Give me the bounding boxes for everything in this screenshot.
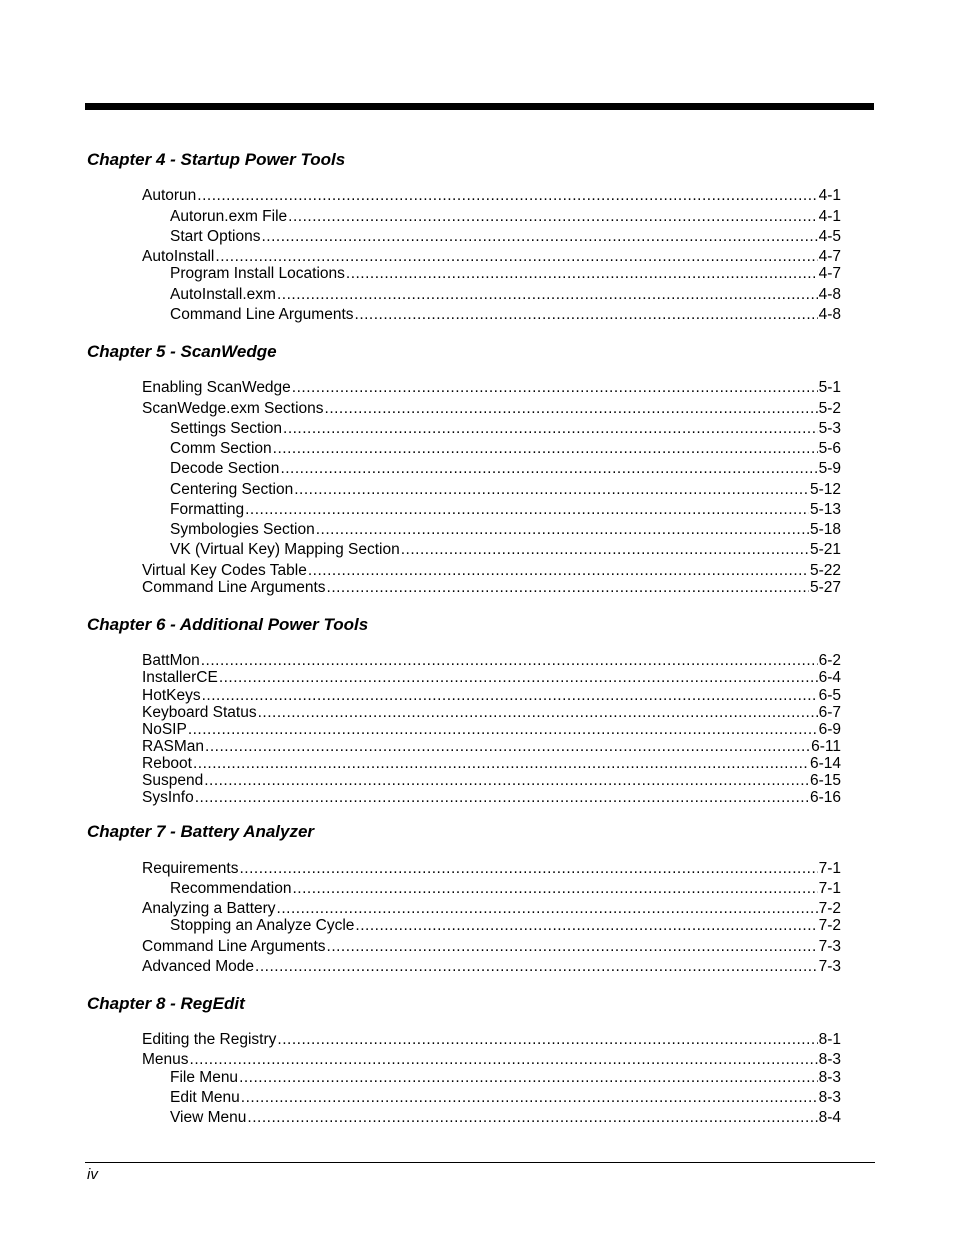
toc-entry-page: 5-3 (818, 420, 841, 437)
toc-entry-page: 4-5 (818, 228, 841, 245)
dot-leader (190, 1051, 818, 1069)
toc-entry-title: Settings Section (170, 420, 283, 437)
toc-entry[interactable] (170, 265, 841, 283)
toc-entry-page: 6-2 (818, 652, 841, 669)
toc-entry-page: 7-2 (818, 900, 841, 917)
toc-entry[interactable] (170, 306, 841, 324)
toc-entry[interactable] (142, 704, 841, 722)
dot-leader (197, 187, 817, 205)
toc-entry-page: 6-9 (818, 721, 841, 738)
toc-entry-page: 6-14 (809, 755, 841, 772)
toc-entry-page: 6-7 (818, 704, 841, 721)
toc-entry[interactable] (142, 187, 841, 205)
toc-entry[interactable] (142, 738, 841, 756)
toc-entry[interactable] (170, 460, 841, 478)
toc-entry-page: 4-7 (818, 265, 841, 282)
toc-entry[interactable] (170, 286, 841, 304)
toc-entry-title: Command Line Arguments (170, 306, 354, 323)
dot-leader (355, 306, 818, 324)
dot-leader (204, 772, 809, 790)
dot-leader (288, 208, 817, 226)
toc-entry-title: Requirements (142, 860, 239, 877)
dot-leader (258, 704, 818, 722)
dot-leader (283, 420, 818, 438)
dot-leader (201, 652, 818, 670)
toc-entry[interactable] (142, 958, 841, 976)
dot-leader (401, 541, 809, 559)
toc-entry-title: Edit Menu (170, 1089, 240, 1106)
toc-entry-title: Decode Section (170, 460, 280, 477)
dot-leader (215, 248, 817, 266)
footer-rule (85, 1162, 875, 1163)
dot-leader (277, 900, 818, 918)
dot-leader (325, 400, 818, 418)
dot-leader (280, 460, 817, 478)
toc-entry-title: Command Line Arguments (142, 938, 326, 955)
toc-entry-title: NoSIP (142, 721, 187, 738)
dot-leader (277, 286, 818, 304)
toc-entry[interactable] (170, 521, 841, 539)
toc-entry[interactable] (142, 938, 841, 956)
dot-leader (273, 440, 818, 458)
toc-entry-title: RASMan (142, 738, 205, 755)
dot-leader (308, 562, 809, 580)
toc-entry-page: 5-21 (809, 541, 841, 558)
dot-leader (316, 521, 809, 539)
toc-entry-page: 7-1 (818, 880, 841, 897)
toc-entry[interactable] (170, 1069, 841, 1087)
toc-entry-title: Start Options (170, 228, 261, 245)
toc-entry-page: 6-16 (809, 789, 841, 806)
dot-leader (195, 789, 809, 807)
toc-entry-page: 5-1 (818, 379, 841, 396)
dot-leader (277, 1031, 817, 1049)
dot-leader (247, 1109, 817, 1127)
toc-entry-title: Virtual Key Codes Table (142, 562, 307, 579)
toc-entry-page: 5-18 (809, 521, 841, 538)
toc-entry-page: 4-8 (818, 306, 841, 323)
toc-entry[interactable] (142, 721, 841, 739)
toc-entry-page: 5-13 (809, 501, 841, 518)
dot-leader (327, 579, 809, 597)
toc-entry[interactable] (170, 501, 841, 519)
toc-entry-title: AutoInstall (142, 248, 215, 265)
dot-leader (193, 755, 809, 773)
dot-leader (205, 738, 810, 756)
toc-entry-page: 8-3 (818, 1069, 841, 1086)
dot-leader (292, 379, 818, 397)
toc-entry[interactable] (142, 860, 841, 878)
toc-entry-page: 5-12 (809, 481, 841, 498)
toc-entry-title: Analyzing a Battery (142, 900, 276, 917)
toc-entry-title: Autorun.exm File (170, 208, 288, 225)
toc-entry-page: 5-27 (809, 579, 841, 596)
toc-entry-title: Reboot (142, 755, 192, 772)
toc-entry[interactable] (142, 687, 841, 705)
dot-leader (255, 958, 818, 976)
toc-entry-page: 8-4 (818, 1109, 841, 1126)
toc-entry-title: Enabling ScanWedge (142, 379, 291, 396)
toc-entry[interactable] (170, 481, 841, 499)
toc-entry-title: VK (Virtual Key) Mapping Section (170, 541, 400, 558)
toc-entry[interactable] (142, 1051, 841, 1069)
toc-entry-page: 8-3 (818, 1051, 841, 1068)
chapter-heading: Chapter 5 - ScanWedge (87, 342, 277, 361)
page-number: iv (87, 1166, 98, 1183)
toc-entry[interactable] (170, 917, 841, 935)
toc-entry-title: Centering Section (170, 481, 294, 498)
toc-entry[interactable] (170, 208, 841, 226)
toc-entry[interactable] (142, 379, 841, 397)
toc-entry[interactable] (142, 1031, 841, 1049)
toc-entry[interactable] (170, 420, 841, 438)
toc-entry[interactable] (142, 579, 841, 597)
toc-entry-page: 6-11 (811, 738, 841, 755)
toc-entry-page: 6-4 (818, 669, 841, 686)
dot-leader (188, 721, 818, 739)
dot-leader (219, 669, 818, 687)
chapter-heading: Chapter 4 - Startup Power Tools (87, 150, 346, 169)
toc-entry-title: Stopping an Analyze Cycle (170, 917, 355, 934)
dot-leader (292, 880, 817, 898)
dot-leader (327, 938, 818, 956)
toc-entry[interactable] (170, 228, 841, 246)
toc-entry-page: 5-9 (818, 460, 841, 477)
toc-entry[interactable] (142, 400, 841, 418)
toc-entry-title: ScanWedge.exm Sections (142, 400, 324, 417)
dot-leader (346, 265, 818, 283)
dot-leader (202, 687, 818, 705)
toc-entry-page: 4-1 (818, 208, 841, 225)
toc-entry[interactable] (142, 562, 841, 580)
toc-entry-page: 5-22 (809, 562, 841, 579)
dot-leader (245, 501, 809, 519)
toc-entry-title: View Menu (170, 1109, 247, 1126)
toc-entry-page: 4-1 (818, 187, 841, 204)
toc-entry-page: 5-6 (818, 440, 841, 457)
toc-entry-title: Advanced Mode (142, 958, 255, 975)
toc-entry-page: 6-15 (809, 772, 841, 789)
toc-entry[interactable] (142, 669, 841, 687)
top-rule (85, 103, 874, 110)
toc-entry-title: Program Install Locations (170, 265, 345, 282)
toc-entry-title: Command Line Arguments (142, 579, 326, 596)
toc-entry[interactable] (170, 440, 841, 458)
toc-entry-page: 8-1 (818, 1031, 841, 1048)
toc-entry[interactable] (142, 248, 841, 266)
toc-entry[interactable] (142, 789, 841, 807)
toc-entry-title: Suspend (142, 772, 204, 789)
toc-entry[interactable] (142, 652, 841, 670)
toc-entry-title: Formatting (170, 501, 245, 518)
toc-entry[interactable] (142, 772, 841, 790)
toc-entry-title: Recommendation (170, 880, 292, 897)
toc-entry[interactable] (142, 900, 841, 918)
toc-entry-title: SysInfo (142, 789, 194, 806)
toc-entry[interactable] (170, 1089, 841, 1107)
toc-entry-title: AutoInstall.exm (170, 286, 276, 303)
toc-entry-page: 4-8 (818, 286, 841, 303)
toc-entry-title: Keyboard Status (142, 704, 257, 721)
toc-entry-page: 7-1 (818, 860, 841, 877)
toc-entry-page: 7-3 (818, 938, 841, 955)
toc-entry-title: BattMon (142, 652, 200, 669)
toc-entry-title: Symbologies Section (170, 521, 315, 538)
toc-entry[interactable] (170, 1109, 841, 1127)
toc-entry[interactable] (142, 755, 841, 773)
toc-entry[interactable] (170, 880, 841, 898)
toc-entry-page: 4-7 (818, 248, 841, 265)
dot-leader (294, 481, 809, 499)
toc-entry-title: Editing the Registry (142, 1031, 277, 1048)
toc-entry-page: 7-2 (818, 917, 841, 934)
toc-entry-title: InstallerCE (142, 669, 218, 686)
toc-entry-title: Autorun (142, 187, 197, 204)
chapter-heading: Chapter 7 - Battery Analyzer (87, 822, 315, 841)
toc-entry-page: 5-2 (818, 400, 841, 417)
dot-leader (261, 228, 817, 246)
toc-entry-title: HotKeys (142, 687, 201, 704)
toc-entry-page: 6-5 (818, 687, 841, 704)
dot-leader (239, 1069, 818, 1087)
dot-leader (240, 860, 818, 878)
toc-entry-title: Menus (142, 1051, 189, 1068)
toc-entry-page: 7-3 (818, 958, 841, 975)
chapter-heading: Chapter 6 - Additional Power Tools (87, 615, 369, 634)
toc-entry[interactable] (170, 541, 841, 559)
toc-entry-page: 8-3 (818, 1089, 841, 1106)
dot-leader (355, 917, 817, 935)
toc-entry-title: Comm Section (170, 440, 272, 457)
chapter-heading: Chapter 8 - RegEdit (87, 994, 245, 1013)
dot-leader (241, 1089, 818, 1107)
toc-entry-title: File Menu (170, 1069, 239, 1086)
